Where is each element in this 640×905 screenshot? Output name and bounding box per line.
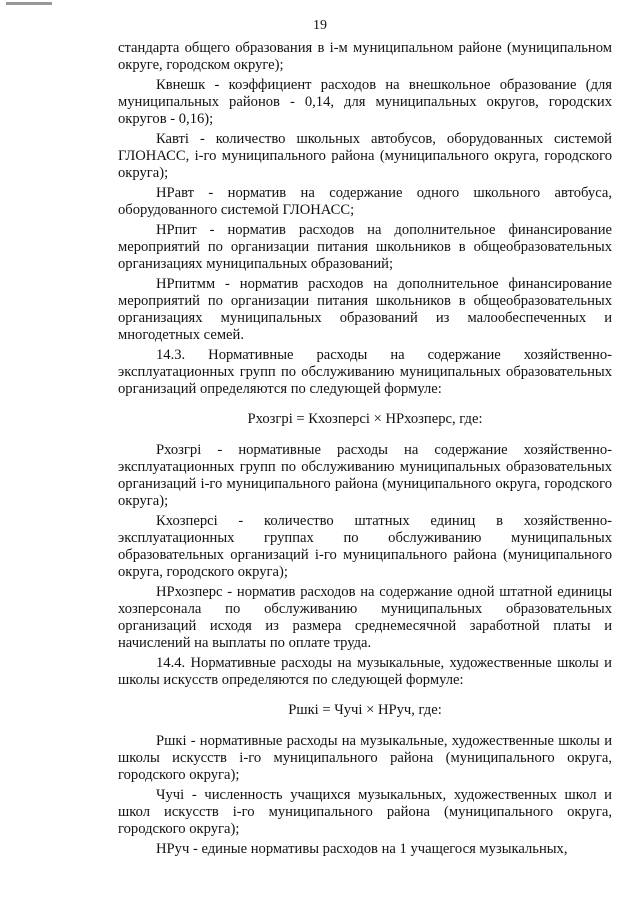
paragraph: НРуч - единые нормативы расходов на 1 учащегося музыкальных, [156, 841, 568, 857]
document-body [118, 40, 612, 861]
paragraph: НРпит - норматив расходов на дополнительное финансирование мероприятий по организации питания школьников в общеобразовательных организациях муниципальных образований; [118, 222, 612, 272]
paragraph: Кавтi - количество школьных автобусов, оборудованных системой ГЛОНАСС, i-го муниципального района (муниципального округа, городского округа); [118, 131, 612, 181]
paragraph: Чучi - численность учащихся музыкальных, художественных школ и школ искусств i-го муниципального района (муниципального округа, городского округа); [118, 787, 612, 837]
paragraph: стандарта общего образования в i-м муниципальном районе (муниципальном округе, городском округе); [118, 40, 612, 73]
paragraph: Ршкi - нормативные расходы на музыкальные, художественные школы и школы искусств i-го муниципального района (муниципального округа, городского округа); [118, 733, 612, 783]
scan-artifact [6, 2, 52, 5]
formula: Рхозгрi = Кхозперсi × НРхозперс, где: [247, 411, 483, 427]
paragraph: Кхозперсi - количество штатных единиц в хозяйственно-эксплуатационных группах по обслуживанию муниципальных образовательных организаций i-го муниципального района (муниципального округа, городского округа); [118, 513, 612, 580]
paragraph: 14.4. Нормативные расходы на музыкальные, художественные школы и школы искусств определяются по следующей формуле: [118, 655, 612, 688]
paragraph: 14.3. Нормативные расходы на содержание хозяйственно-эксплуатационных групп по обслуживанию муниципальных образовательных организаций определяются по следующей формуле: [118, 347, 612, 397]
paragraph: НРавт - норматив на содержание одного школьного автобуса, оборудованного системой ГЛОНАСС; [118, 185, 612, 218]
page-number: 19 [313, 18, 327, 33]
formula: Ршкi = Чучi × НРуч, где: [288, 702, 442, 718]
paragraph: Квнешк - коэффициент расходов на внешкольное образование (для муниципальных районов - 0,14, для муниципальных округов, городских округов - 0,16); [118, 77, 612, 127]
paragraph: НРхозперс - норматив расходов на содержание одной штатной единицы хозперсонала по обслуживанию муниципальных образовательных организаций исходя из размера среднемесячной заработной платы и начислений на выплаты по оплате труда. [118, 584, 612, 651]
paragraph: Рхозгрi - нормативные расходы на содержание хозяйственно-эксплуатационных групп по обслуживанию муниципальных образовательных организаций i-го муниципального района (муниципального округа, городского округа); [118, 442, 612, 509]
paragraph: НРпитмм - норматив расходов на дополнительное финансирование мероприятий по организации питания школьников в общеобразовательных организациях муниципальных образований из малообеспеченных и многодетных семей. [118, 276, 612, 343]
